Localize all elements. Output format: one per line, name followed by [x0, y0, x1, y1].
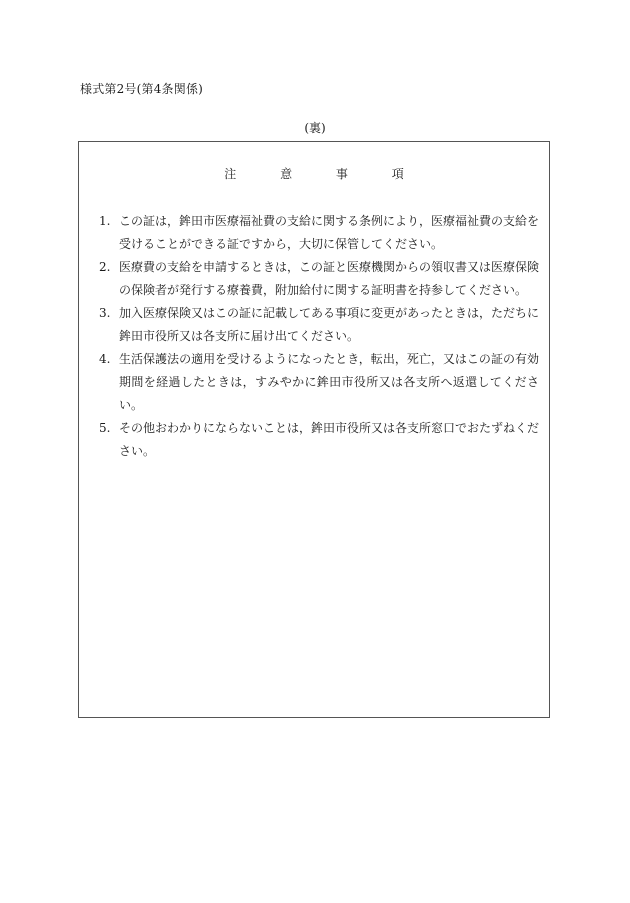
notice-title-char: 事: [335, 167, 348, 181]
side-label: (裏): [304, 121, 326, 135]
notice-item-number: 5.: [99, 421, 111, 435]
notice-item-number: 2.: [99, 260, 111, 274]
notice-item-text: その他おわかりにならないことは，鉾田市役所又は各支所窓口でおたずねください。: [119, 421, 540, 458]
notice-item-text: 生活保護法の適用を受けるようになったとき，転出，死亡，又はこの証の有効期間を経過したときは，すみやかに鉾田市役所又は各支所へ返還してください。: [119, 352, 539, 412]
form-number: 様式第2号(第4条関係): [80, 82, 204, 96]
notice-title-char: 意: [280, 167, 293, 181]
notice-item: [99, 417, 539, 463]
notice-item: [99, 348, 539, 417]
notice-box: [78, 141, 550, 718]
notice-item-text: 加入医療保険又はこの証に記載してある事項に変更があったときは，ただちに鉾田市役所又は各支所に届け出てください。: [119, 306, 539, 343]
notice-item-text: 医療費の支給を申請するときは，この証と医療機関からの領収書又は医療保険の保険者が発行する療養費，附加給付に関する証明書を持参してください。: [119, 260, 540, 297]
notice-item-number: 4.: [99, 352, 111, 366]
notice-item: [99, 302, 539, 348]
notice-item-number: 3.: [99, 306, 111, 320]
notice-title-char: 注: [224, 167, 237, 181]
notice-item: [99, 256, 539, 302]
notice-item-number: 1.: [99, 214, 111, 228]
notice-item: [99, 210, 539, 256]
notice-list: [99, 210, 539, 463]
notice-item-text: この証は，鉾田市医療福祉費の支給に関する条例により，医療福祉費の支給を受けることができる証ですから，大切に保管してください。: [119, 214, 540, 251]
notice-title-char: 項: [391, 167, 404, 181]
notice-title: [79, 165, 549, 182]
